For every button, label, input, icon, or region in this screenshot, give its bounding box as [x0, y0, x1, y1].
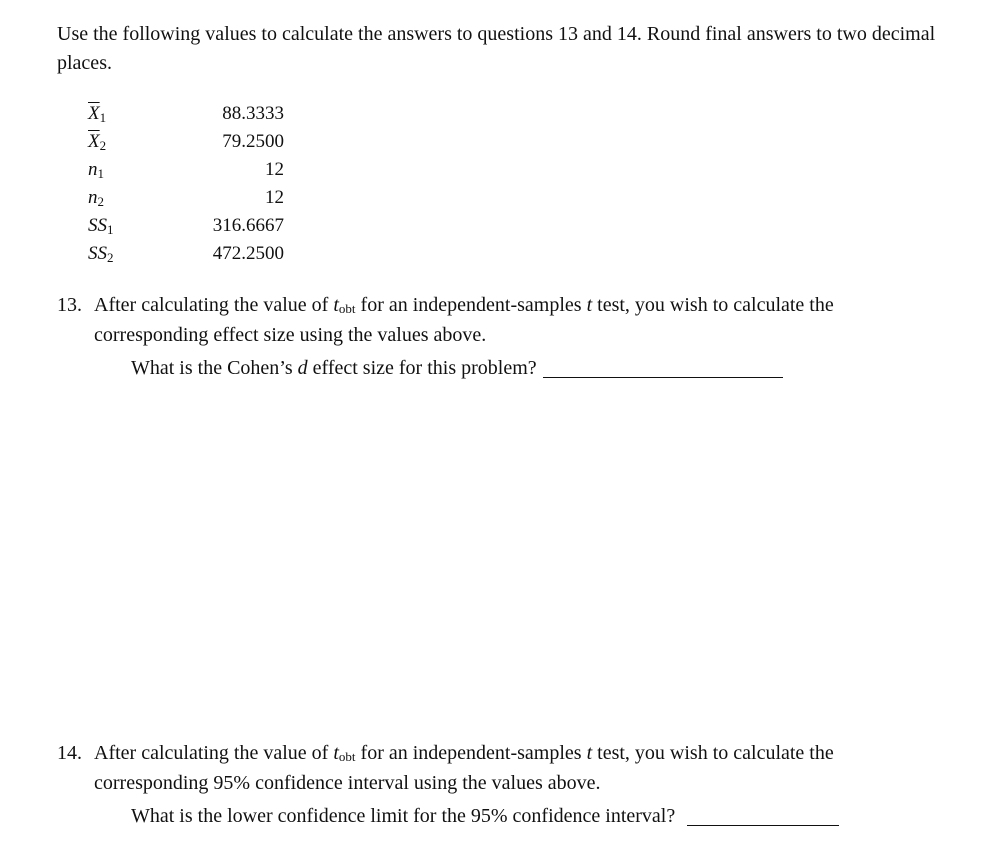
symbol-xbar2: $\overline{X}_2$	[88, 131, 107, 153]
value-xbar1: 88.3333	[222, 103, 284, 124]
question-13-text: After calculating the value of $t_{obt}$ for an independent-samples t test, you wish to calculate the corresponding effect size using the values above.	[94, 294, 834, 346]
question-14-prompt: What is the lower confidence limit for the 95% confidence interval?	[131, 803, 839, 830]
given-values-table	[88, 100, 288, 268]
value-row-xbar2	[88, 128, 288, 156]
instructions-text: Use the following values to calculate the answers to questions 13 and 14. Round final answers to two decimal places.	[57, 23, 936, 74]
value-ss2: 472.2500	[212, 243, 284, 264]
question-14-number: 14.	[57, 742, 82, 764]
value-row-xbar1	[88, 100, 288, 128]
value-n1: 12	[265, 159, 284, 180]
value-n2: 12	[265, 187, 284, 208]
question-13-answer-blank[interactable]	[543, 357, 783, 378]
value-row-n1	[88, 156, 288, 184]
question-14-text: After calculating the value of $t_{obt}$ for an independent-samples t test, you wish to calculate the corresponding 95% confidence interval using the values above.	[94, 742, 834, 794]
value-ss1: 316.6667	[212, 215, 284, 236]
question-13-number: 13.	[57, 294, 82, 316]
question-14-answer-blank[interactable]	[687, 805, 839, 826]
symbol-ss1: $SS_1$	[88, 215, 114, 237]
value-row-ss1	[88, 212, 288, 240]
symbol-n2: $n_2$	[88, 187, 104, 209]
value-xbar2: 79.2500	[222, 131, 284, 152]
t-obt-symbol: $t_{obt}$	[333, 742, 356, 764]
value-row-ss2	[88, 240, 288, 268]
symbol-ss2: $SS_2$	[88, 243, 114, 265]
symbol-xbar1: $\overline{X}_1$	[88, 103, 107, 125]
value-row-n2	[88, 184, 288, 212]
symbol-n1: $n_1$	[88, 159, 104, 181]
question-14	[57, 740, 937, 797]
t-obt-symbol: $t_{obt}$	[333, 294, 356, 316]
question-13	[57, 292, 937, 349]
question-13-prompt: What is the Cohen’s d effect size for this problem?	[131, 355, 783, 382]
